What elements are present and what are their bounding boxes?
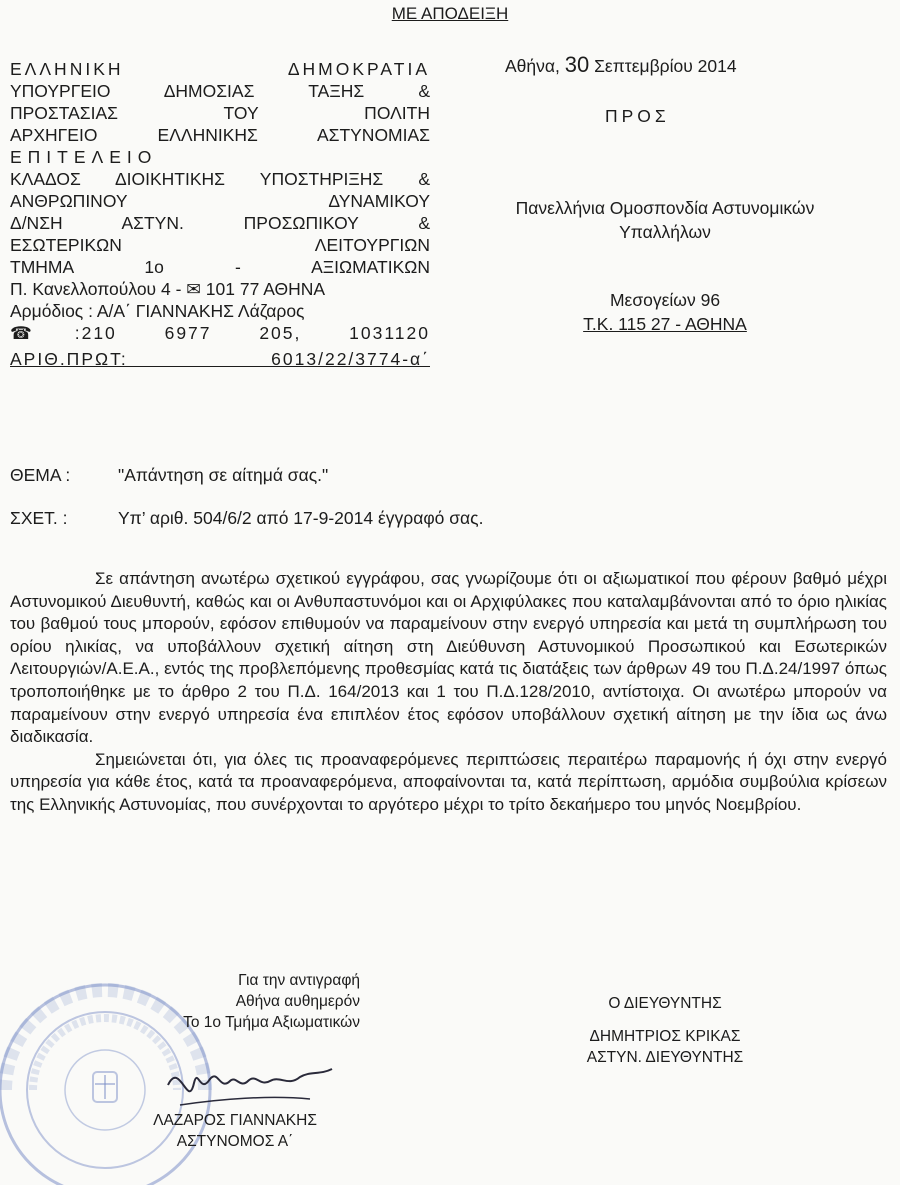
director-title: Ο ΔΙΕΥΘΥΝΤΗΣ bbox=[608, 995, 722, 1012]
body-paragraph: Σημειώνεται ότι, για όλες τις προαναφερόμενες περιπτώσεις περαιτέρω παραμονής ή όχι στην ενεργό υπηρεσία για κάθε έτος, κατά τα προαναφερόμενα, αποφαίνονται τα, κατά περίπτωση, αρμόδια συμβούλια κρίσεων της Ελληνικής Αστυνομίας, που συνέρχονται το αργότερο μέχρι το τρίτο δεκαήμερο του μηνός Νοεμβρίου. bbox=[10, 749, 887, 814]
place-date bbox=[505, 52, 825, 78]
header-line: Π. Κανελλοπούλου 4 - ✉ 101 77 ΑΘΗΝΑ bbox=[10, 279, 326, 299]
date-city: Αθήνα, bbox=[505, 56, 560, 76]
header-line: ΥΠΟΥΡΓΕΙΟ ΔΗΜΟΣΙΑΣ ΤΑΞΗΣ & bbox=[10, 81, 430, 101]
date-month-year: Σεπτεμβρίου 2014 bbox=[594, 56, 737, 76]
handwritten-signature bbox=[160, 1055, 340, 1115]
reference-label: ΣΧΕΤ. : bbox=[10, 508, 68, 528]
subject-line bbox=[10, 465, 328, 486]
header-line: ΕΛΛΗΝΙΚΗ ΔΗΜΟΚΡΑΤΙΑ bbox=[10, 59, 430, 79]
protocol-number: ΑΡΙΘ.ΠΡΩΤ: 6013/22/3774-α΄ bbox=[10, 349, 430, 369]
copy-line: Για την αντιγραφή bbox=[238, 972, 360, 989]
header-line: ΕΠΙΤΕΛΕΙΟ bbox=[10, 147, 158, 167]
director-name: ΔΗΜΗΤΡΙΟΣ ΚΡΙΚΑΣ bbox=[589, 1028, 741, 1045]
header-line: ΚΛΑΔΟΣ ΔΙΟΙΚΗΤΙΚΗΣ ΥΠΟΣΤΗΡΙΞΗΣ & bbox=[10, 169, 430, 189]
director-signature-block bbox=[550, 993, 780, 1068]
to-label: ΠΡΟΣ bbox=[605, 106, 670, 126]
reference-text: Υπ’ αριθ. 504/6/2 από 17-9-2014 έγγραφό σας. bbox=[118, 508, 484, 528]
copy-signer-rank: ΑΣΤΥΝΟΜΟΣ Α΄ bbox=[176, 1133, 294, 1150]
delivery-note: ΜΕ ΑΠΟΔΕΙΞΗ bbox=[391, 4, 509, 23]
header-line: ΠΡΟΣΤΑΣΙΑΣ ΤΟΥ ΠΟΛΙΤΗ bbox=[10, 103, 430, 123]
copy-signer-name: ΛΑΖΑΡΟΣ ΓΙΑΝΝΑΚΗΣ bbox=[153, 1112, 317, 1129]
subject-text: "Απάντηση σε αίτημά σας." bbox=[118, 465, 329, 485]
date-day: 30 bbox=[564, 52, 590, 77]
header-line: Αρμόδιος : Α/Α΄ ΓΙΑΝΝΑΚΗΣ Λάζαρος bbox=[10, 301, 305, 321]
header-line: ☎:210 6977 205, 1031120 bbox=[10, 323, 430, 343]
recipient-address bbox=[555, 288, 775, 336]
director-rank: ΑΣΤΥΝ. ΔΙΕΥΘΥΝΤΗΣ bbox=[586, 1049, 744, 1066]
copy-line: Αθήνα αυθημερόν bbox=[235, 993, 360, 1010]
header-line: ΕΣΩΤΕΡΙΚΩΝ ΛΕΙΤΟΥΡΓΙΩΝ bbox=[10, 235, 430, 255]
header-line: Δ/ΝΣΗ ΑΣΤΥΝ. ΠΡΟΣΩΠΙΚΟΥ & bbox=[10, 213, 430, 233]
copy-line: Το 1ο Τμήμα Αξιωματικών bbox=[183, 1014, 360, 1031]
subject-label: ΘΕΜΑ : bbox=[10, 465, 71, 485]
recipient-street: Μεσογείων 96 bbox=[609, 290, 721, 310]
recipient-line: Πανελλήνια Ομοσπονδία Αστυνομικών bbox=[515, 198, 815, 218]
header-line: ΤΜΗΜΑ 1ο - ΑΞΙΩΜΑΤΙΚΩΝ bbox=[10, 257, 430, 277]
copy-certification bbox=[100, 970, 360, 1033]
recipient-postal: Τ.Κ. 115 27 - ΑΘΗΝΑ bbox=[583, 314, 747, 334]
header-line: ΑΝΘΡΩΠΙΝΟΥ ΔΥΝΑΜΙΚΟΥ bbox=[10, 191, 430, 211]
recipient-line: Υπαλλήλων bbox=[619, 222, 711, 242]
header-line: ΑΡΧΗΓΕΙΟ ΕΛΛΗΝΙΚΗΣ ΑΣΤΥΝΟΜΙΑΣ bbox=[10, 125, 430, 145]
letter-body bbox=[10, 568, 887, 817]
recipient-name bbox=[455, 196, 875, 244]
sender-header bbox=[10, 58, 430, 370]
reference-line bbox=[10, 508, 483, 529]
body-paragraph: Σε απάντηση ανωτέρω σχετικού εγγράφου, σας γνωρίζουμε ότι οι αξιωματικοί που φέρουν βαθμό μέχρι Αστυνομικού Διευθυντή, καθώς και οι Ανθυπαστυνόμοι και οι Αρχιφύλακες που καταλαμβάνονται από το όριο ηλικίας του βαθμού τους μπορούν, εφόσον επιθυμούν να παραμείνουν στην ενεργό υπηρεσία και μετά τη συμπλήρωση του ορίου ηλικίας, να υποβάλλουν σχετική αίτηση στη Διεύθυνση Αστυνομικού Προσωπικού και Εσωτερικών Λειτουργιών/Α.Ε.Α., εντός της προβλεπόμενης προθεσμίας κατά τις διατάξεις των άρθρων 49 του Π.Δ.24/1997 όπως τροποποιήθηκε με το άρθρο 2 του Π.Δ. 164/2013 και 1 του Π.Δ.128/2010, αντίστοιχα. Οι ανωτέρω μπορούν να παραμείνουν στην ενεργό υπηρεσία ένα επιπλέον έτος εφόσον υποβάλλουν σχετική αίτηση με την ίδια ως άνω διαδικασία. bbox=[10, 569, 887, 747]
copy-signer bbox=[120, 1110, 350, 1152]
